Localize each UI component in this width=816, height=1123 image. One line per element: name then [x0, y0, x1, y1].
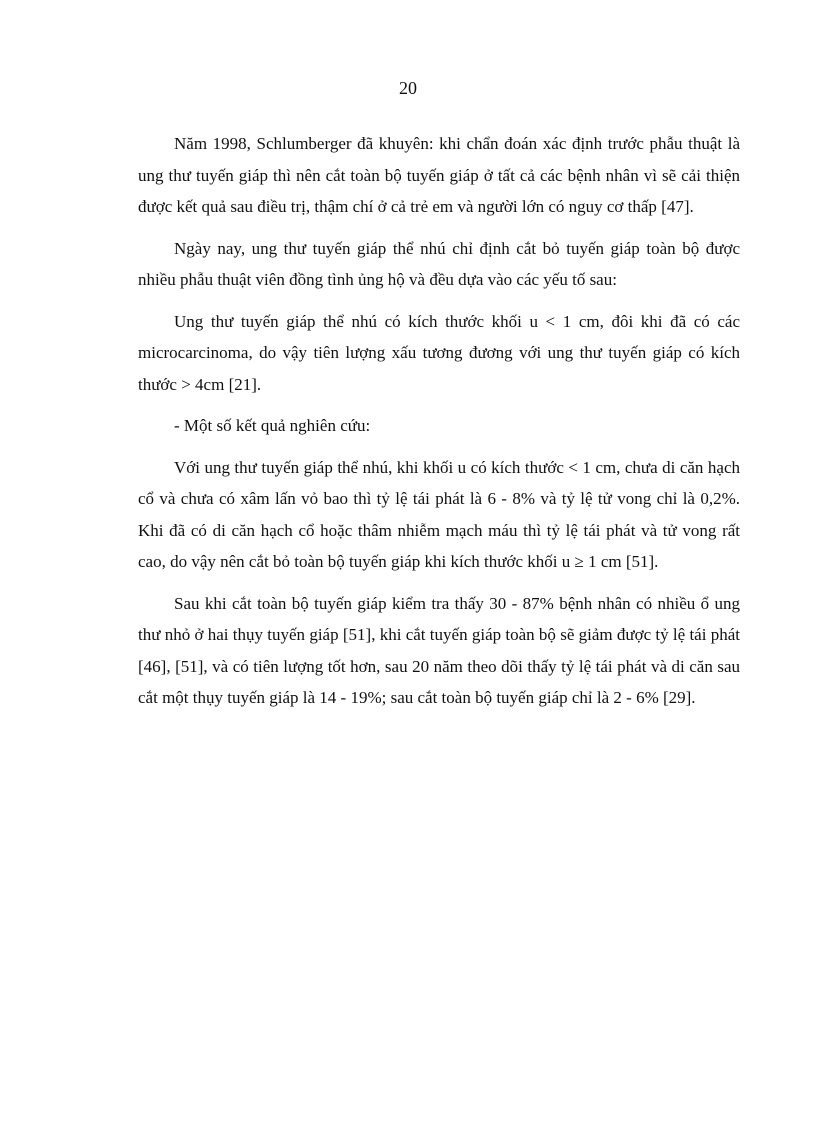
paragraph-research-results-heading: - Một số kết quả nghiên cứu: [174, 416, 371, 435]
paragraph-microcarcinoma: Ung thư tuyến giáp thể nhú có kích thước khối u < 1 cm, đôi khi đã có các microcarcinoma, do vậy tiên lượng xấu tương đương với ung thư tuyến giáp có kích thước > 4cm [21]. [138, 311, 740, 394]
body-text [138, 128, 740, 724]
page-number: 20 [399, 78, 417, 98]
paragraph-total-thyroidectomy-factors: Ngày nay, ung thư tuyến giáp thể nhú chỉ định cắt bỏ tuyến giáp toàn bộ được nhiều phẫu thuật viên đồng tình ủng hộ và đều dựa vào các yếu tố sau: [138, 238, 740, 289]
paragraph-schlumberger: Năm 1998, Schlumberger đã khuyên: khi chẩn đoán xác định trước phẫu thuật là ung thư tuyến giáp thì nên cắt toàn bộ tuyến giáp ở tất cả các bệnh nhân vì sẽ cải thiện được kết quả sau điều trị, thậm chí ở cả trẻ em và người lớn có nguy cơ thấp [47]. [138, 134, 740, 216]
paragraph-recurrence-rates: Với ung thư tuyến giáp thể nhú, khi khối u có kích thước < 1 cm, chưa di căn hạch cổ và chưa có xâm lấn vỏ bao thì tỷ lệ tái phát là 6 - 8% và tỷ lệ tử vong chỉ là 0,2%. Khi đã có di căn hạch cổ hoặc thâm nhiễm mạch máu thì tỷ lệ tái phát và tử vong rất cao, do vậy nên cắt bỏ toàn bộ tuyến giáp khi kích thước khối u ≥ 1 cm [51]. [138, 457, 740, 571]
paragraph-multifocal-cancer: Sau khi cắt toàn bộ tuyến giáp kiểm tra thấy 30 - 87% bệnh nhân có nhiều ổ ung thư nhỏ ở hai thụy tuyến giáp [51], khi cắt tuyến giáp toàn bộ sẽ giảm được tỷ lệ tái phát [46], [51], và có tiên lượng tốt hơn, sau 20 năm theo dõi thấy tỷ lệ tái phát và di căn sau cắt một thụy tuyến giáp là 14 - 19%; sau cắt toàn bộ tuyến giáp chỉ là 2 - 6% [29]. [138, 593, 740, 707]
